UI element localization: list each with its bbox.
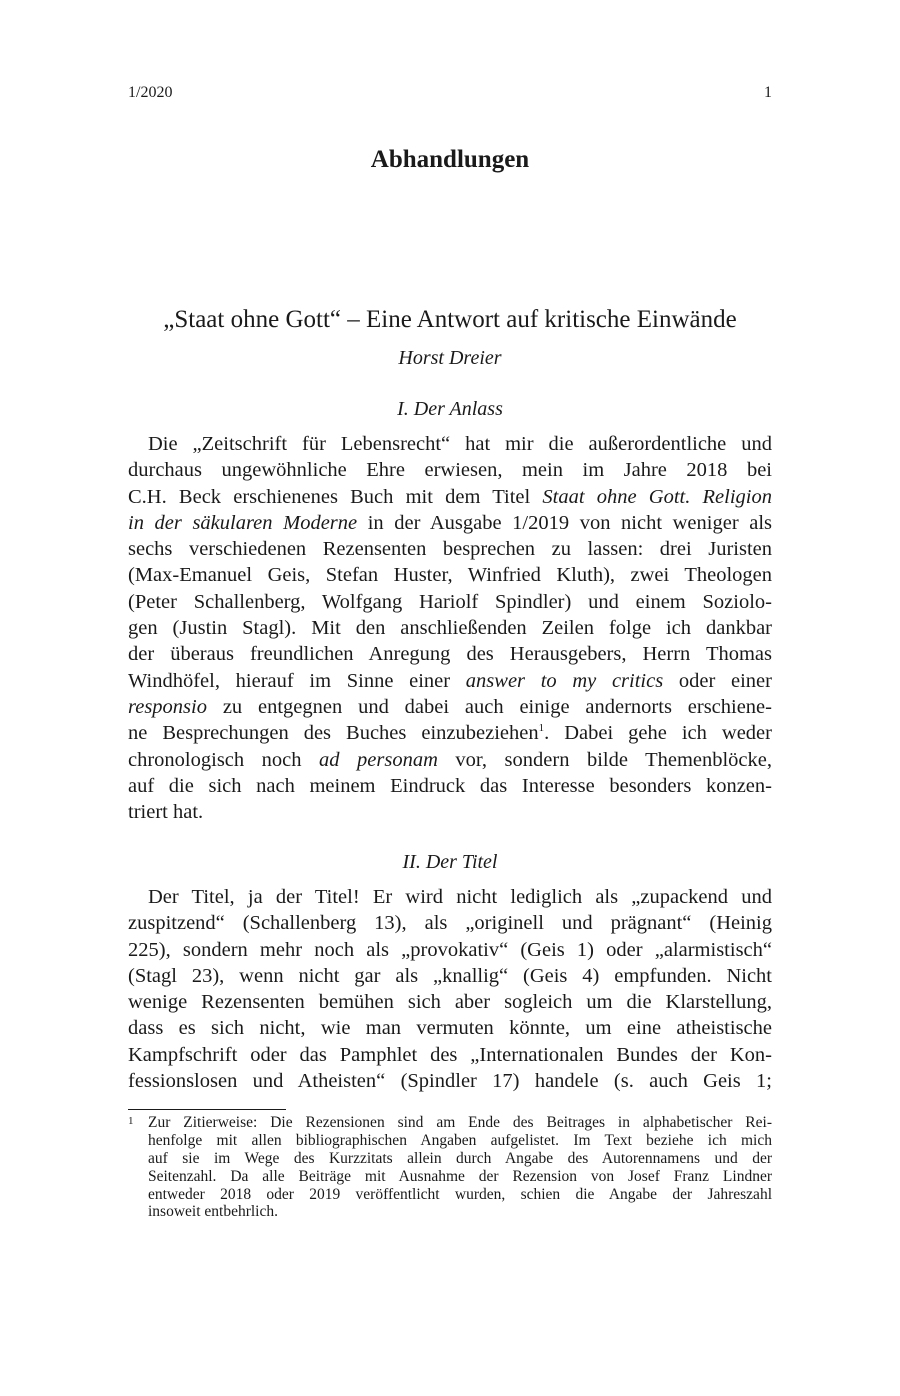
text-line: triert hat. (128, 801, 204, 824)
page-number: 1 (764, 84, 772, 101)
text-line: gen (Justin Stagl). Mit den anschließenden Zeilen folge ich dankbar (128, 617, 772, 640)
text-line: dass es sich nicht, wie man vermuten könnte, um eine atheistische (128, 1017, 772, 1040)
footnote (128, 1114, 772, 1221)
footnote-line: auf sie im Wege des Kurzzitats allein durch Angabe des Autorennamens und der (148, 1149, 772, 1167)
footnote-number: 1 (128, 1115, 134, 1127)
text-line: chronologisch noch ad personam vor, sondern bilde Themenblöcke, (128, 748, 773, 771)
book-subtitle-italic: in der säkularen Moderne (128, 511, 358, 534)
text-line: sechs verschiedenen Rezensenten besprechen zu lassen: drei Juristen (128, 538, 772, 561)
subsection-heading-titel: II. Der Titel (402, 851, 498, 873)
text-line: auf die sich nach meinem Eindruck das Interesse besonders konzen- (128, 774, 772, 797)
text-line: ne Besprechungen des Buches einzubeziehen$^1$. Dabei gehe ich weder (128, 722, 772, 745)
text-line: responsio zu entgegnen und dabei auch einige andernorts erschiene- (128, 695, 772, 718)
footnote-line: entweder 2018 oder 2019 veröffentlicht wurden, schien die Angabe der Jahreszahl (148, 1185, 772, 1203)
text-line: der überaus freundlichen Anregung des Herausgebers, Herrn Thomas (128, 643, 772, 666)
text-line: fessionslosen und Atheisten“ (Spindler 17) handele (s. auch Geis 1; (128, 1070, 772, 1093)
text-line: Kampfschrift oder das Pamphlet des „Internationalen Bundes der Kon- (128, 1043, 772, 1066)
paragraph-titel (128, 884, 772, 1094)
text-line: (Max-Emanuel Geis, Stefan Huster, Winfried Kluth), zwei Theologen (128, 564, 772, 587)
text-line: zuspitzend“ (Schallenberg 13), als „originell und prägnant“ (Heinig (128, 912, 772, 935)
text-line: wenige Rezensenten bemühen sich aber sogleich um die Klarstellung, (128, 991, 772, 1014)
footnote-reference[interactable]: 1 (538, 722, 545, 735)
text-line: Der Titel, ja der Titel! Er wird nicht lediglich als „zupackend und (148, 886, 772, 908)
article-title: „Staat ohne Gott“ – Eine Antwort auf kritische Einwände (163, 306, 737, 333)
text-line: (Stagl 23), wenn nicht gar als „knallig“ (Geis 4) empfunden. Nicht (128, 964, 772, 987)
text-line: (Peter Schallenberg, Wolfgang Hariolf Spindler) und einem Soziolo- (128, 590, 772, 613)
article-author: Horst Dreier (398, 347, 502, 369)
paragraph-anlass (128, 431, 772, 825)
running-header (128, 84, 772, 108)
subsection-heading-anlass: I. Der Anlass (397, 398, 503, 420)
section-heading: Abhandlungen (370, 146, 530, 173)
text-line: 225), sondern mehr noch als „provokativ“ (Geis 1) oder „alarmistisch“ (128, 938, 772, 961)
text-line: Windhöfel, hierauf im Sinne einer answer to my critics oder einer (128, 669, 772, 692)
footnote-line: Zur Zitierweise: Die Rezensionen sind am Ende des Beitrages in alphabetischer Rei- (148, 1114, 772, 1131)
footnote-divider (128, 1109, 286, 1110)
text-line: durchaus ungewöhnliche Ehre erwiesen, mein im Jahre 2018 bei (128, 459, 772, 482)
book-title-italic: Staat ohne Gott. Religion (542, 485, 772, 508)
text-line: C.H. Beck erschienenes Buch mit dem Titel Staat ohne Gott. Religion (128, 485, 772, 508)
issue-number: 1/2020 (128, 84, 173, 101)
footnote-line: henfolge mit allen bibliographischen Angaben aufgelistet. Im Text beziehe ich mich (148, 1131, 772, 1149)
footnote-line: insoweit entbehrlich. (148, 1203, 278, 1221)
footnote-line: Seitenzahl. Da alle Beiträge mit Ausnahme der Rezension von Josef Franz Lindner (148, 1167, 772, 1185)
text-line: in der säkularen Moderne in der Ausgabe 1/2019 von nicht weniger als (128, 511, 772, 534)
text-line: Die „Zeitschrift für Lebensrecht“ hat mir die außerordentliche und (148, 433, 772, 455)
